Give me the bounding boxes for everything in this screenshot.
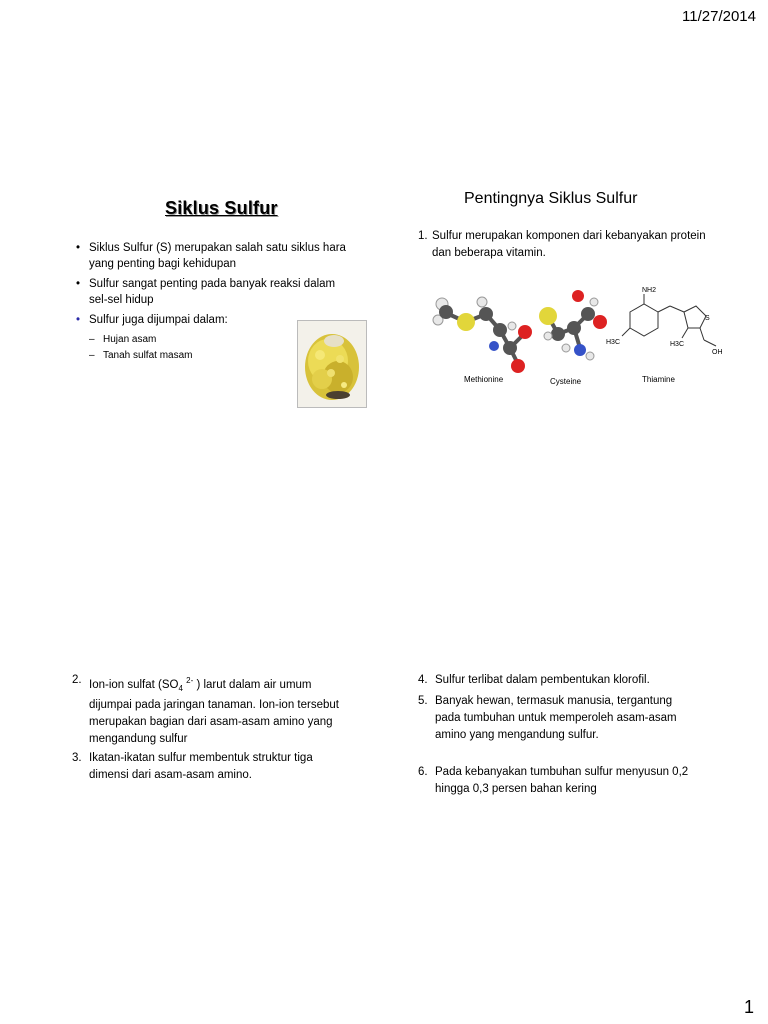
list-item: • Sulfur juga dijumpai dalam: – Hujan asam – Tanah sulfat masam <box>72 312 352 364</box>
thiamine-label: Thiamine <box>642 375 675 384</box>
h3c-label: H3C <box>606 339 621 346</box>
print-date: 11/27/2014 <box>682 8 756 25</box>
numbered-item: 5. Banyak hewan, termasuk manusia, tergantung pada tumbuhan untuk memperoleh asam-asam amino yang mengandung sulfur. <box>418 695 677 741</box>
sub-list-item: – Hujan asam <box>89 334 157 345</box>
page-number: 1 <box>743 997 754 1017</box>
numbered-item: 1. Sulfur merupakan komponen dari kebanyakan protein dan beberapa vitamin. <box>418 230 706 259</box>
cysteine-model <box>539 290 607 360</box>
list-item: • Sulfur sangat penting pada banyak reaksi dalam sel-sel hidup <box>76 278 336 306</box>
h3c-label: H3C <box>670 341 685 348</box>
sulfur-crystal-image <box>297 320 367 408</box>
numbered-item: 4. Sulfur terlibat dalam pembentukan klorofil. <box>418 674 650 686</box>
thiamine-structure <box>622 294 716 346</box>
slide-ion-sulfat <box>50 670 405 930</box>
numbered-item: 6. Pada kebanyakan tumbuhan sulfur menyusun 0,2 hingga 0,3 persen bahan kering <box>418 766 689 795</box>
numbered-item: 2. Ion-ion sulfat ($SO_4$ $^{2-}$ ) larut dalam air umum dijumpai pada jaringan tanaman. Ion-ion tersebut merupakan bagian dari asam-asam amino yang mengandung sulfur <box>72 674 339 746</box>
oh-label: OH <box>712 349 723 356</box>
methionine-label: Methionine <box>464 375 504 384</box>
cysteine-label: Cysteine <box>550 377 582 386</box>
nh2-label: NH2 <box>642 287 657 294</box>
slide-pentingnya <box>402 188 757 448</box>
numbered-item: 3. Ikatan-ikatan sulfur membentuk struktur tiga dimensi dari asam-asam amino. <box>72 752 313 781</box>
slide-title: Siklus Sulfur <box>165 198 278 218</box>
molecule-illustrations <box>430 286 723 398</box>
slide-peran-sulfur <box>402 670 757 930</box>
slide-siklus-sulfur <box>50 188 405 448</box>
sub-list-item: – Tanah sulfat masam <box>89 350 193 361</box>
slide-title: Pentingnya Siklus Sulfur <box>464 190 638 207</box>
methionine-model <box>433 297 532 373</box>
s-label: S <box>705 315 710 322</box>
list-item: • Siklus Sulfur (S) merupakan salah satu siklus hara yang penting bagi kehidupan <box>76 242 346 270</box>
